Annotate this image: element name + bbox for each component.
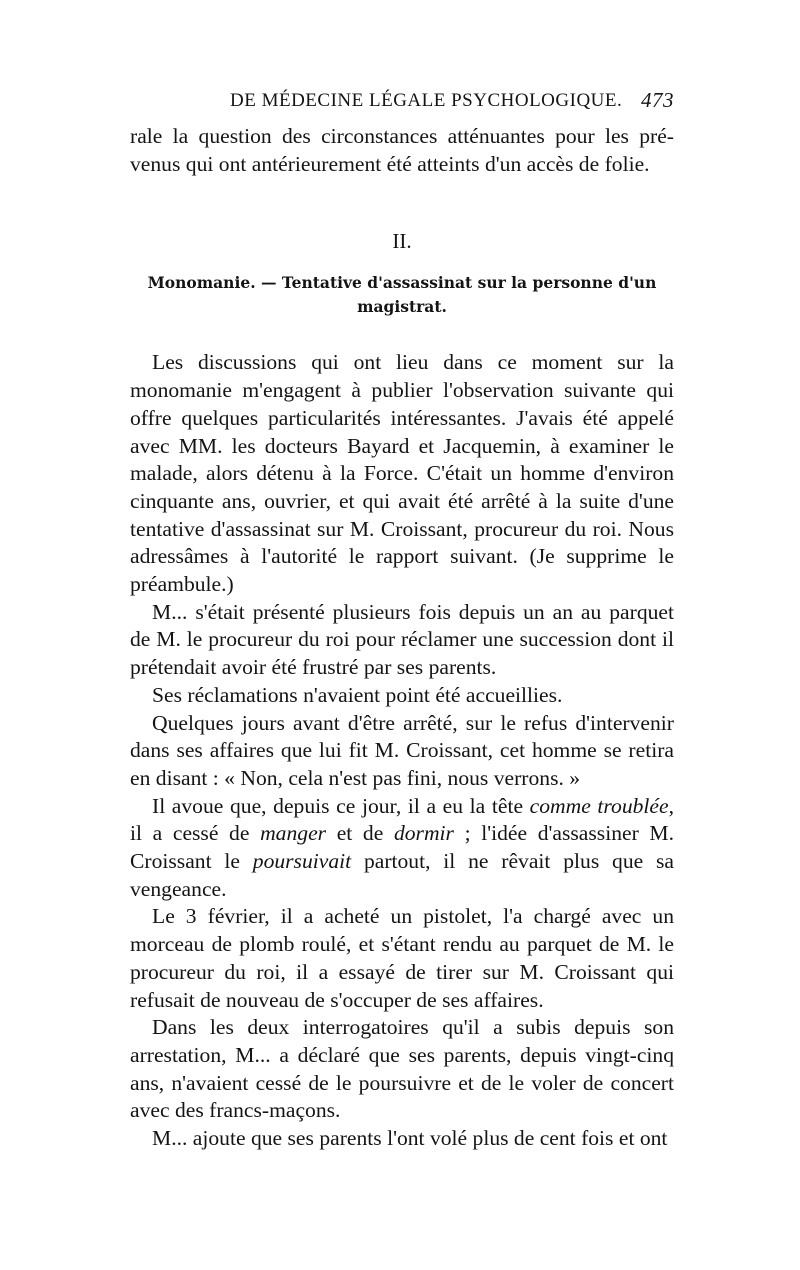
section-title-line-1: Monomanie. — Tentative d'assassinat sur la personne d'un xyxy=(147,273,657,293)
text-block xyxy=(130,123,674,1153)
p5-text-1: Il avoue que, depuis ce jour, il a eu la tête xyxy=(152,793,530,818)
section-number: II. xyxy=(392,229,412,254)
p5-text-3: et de xyxy=(326,821,394,846)
body-paragraph-8: M... ajoute que ses parents l'ont volé plus de cent fois et ont xyxy=(152,1126,668,1151)
page-number: 473 xyxy=(641,88,674,112)
continuation-line-1: rale la question des circonstances atténuantes pour les pré- xyxy=(130,124,674,148)
p5-text-2: , il a cessé de xyxy=(130,793,674,846)
body-paragraph-5 xyxy=(130,793,674,904)
continuation-paragraph xyxy=(130,123,674,178)
p5-text-5: partout, il ne rêvait plus que sa vengeance. xyxy=(130,849,674,901)
section-title-line-2: magistrat. xyxy=(357,297,447,317)
body-paragraph-3: Ses réclamations n'avaient point été accueillies. xyxy=(152,682,563,707)
running-head xyxy=(130,86,674,116)
section-body xyxy=(130,349,674,1152)
p5-emphasis-dormir: dormir xyxy=(393,821,454,846)
body-paragraph-4: Quelques jours avant d'être arrêté, sur le refus d'intervenir dans ses affaires que lui fit M. Croissant, cet homme se retira en disant : « Non, cela n'est pas fini, nous verrons. » xyxy=(130,710,674,790)
body-paragraph-6: Le 3 février, il a acheté un pistolet, l'a chargé avec un morceau de plomb roulé, et s'étant rendu au parquet de M. le procureur du roi, il a essayé de tirer sur M. Croissant qui refusait de nouveau de s'occuper de ses affaires. xyxy=(130,904,674,1012)
p5-text-4: ; l'idée d'assassiner M. Croissant le xyxy=(130,821,674,874)
body-paragraph-2: M... s'était présenté plusieurs fois depuis un an au parquet de M. le procureur du roi pour réclamer une succession dont il prétendait avoir été frustré par ses parents. xyxy=(130,599,674,680)
p5-emphasis-troublee: comme troublée xyxy=(529,793,669,818)
body-paragraph-7: Dans les deux interrogatoires qu'il a subis depuis son arrestation, M... a déclaré que ses parents, depuis vingt-cinq ans, n'avaient cessé de le poursuivre et de le voler de concert avec des francs-maçons. xyxy=(130,1015,674,1123)
body-paragraph-1: Les discussions qui ont lieu dans ce moment sur la monomanie m'engagent à publier l'observation suivante qui offre quelques particularités intéressantes. J'avais été appelé avec MM. les docteurs Bayard et Jacquemin, à examiner le malade, alors détenu à la Force. C'était un homme d'environ cinquante ans, ouvrier, et qui avait été arrêté à la suite d'une tentative d'assassinat sur M. Croissant, procureur du roi. Nous adressâmes à l'autorité le rapport suivant. (Je supprime le préambule.) xyxy=(130,350,674,597)
p5-emphasis-manger: manger xyxy=(260,821,327,846)
continuation-line-2: venus qui ont antérieurement été atteints d'un accès de folie. xyxy=(130,151,650,176)
running-title: DE MÉDECINE LÉGALE PSYCHOLOGIQUE. xyxy=(230,90,623,111)
section-title xyxy=(130,271,674,319)
p5-emphasis-poursuivait: poursuivait xyxy=(252,849,352,874)
